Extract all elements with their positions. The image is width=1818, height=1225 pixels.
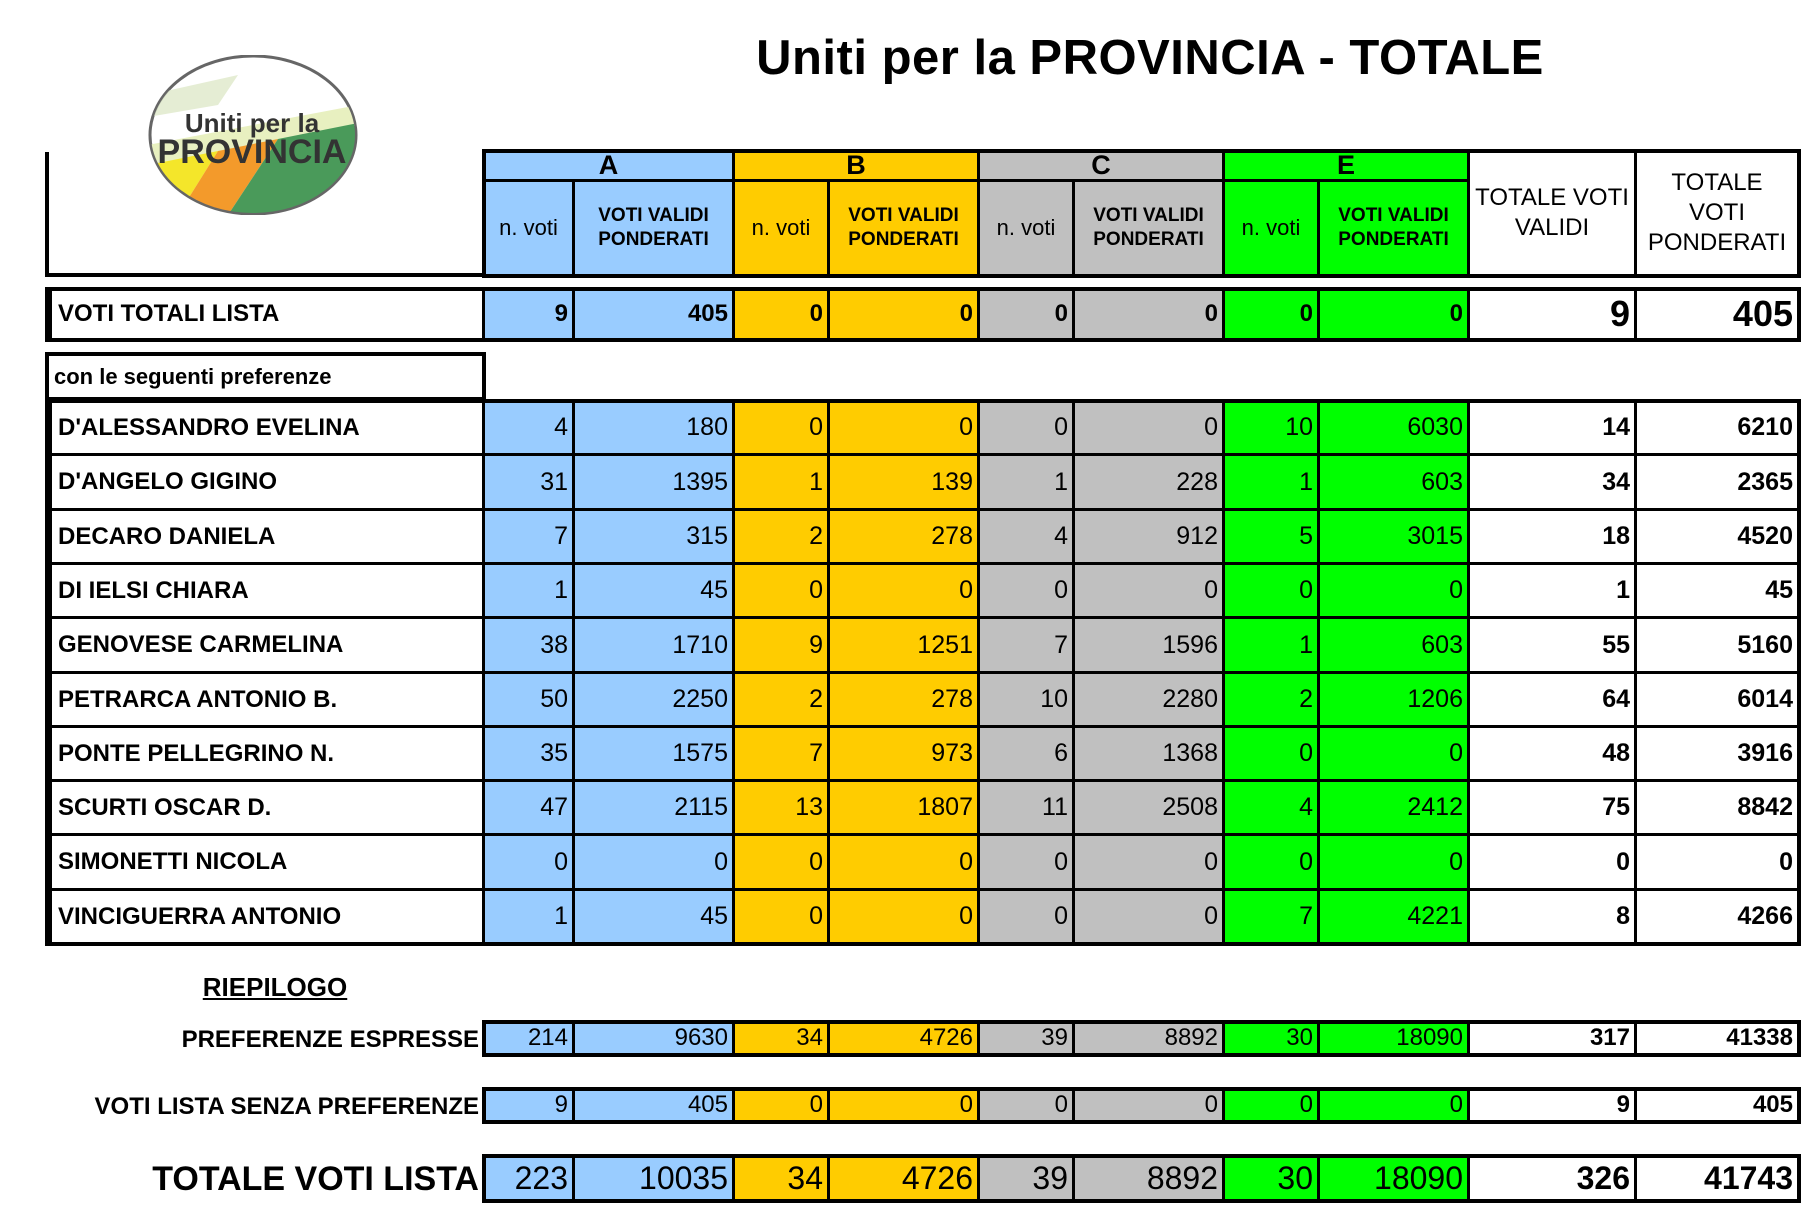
candidate-value-cell: 0	[735, 565, 830, 619]
group-header-a: A	[485, 152, 735, 182]
candidate-value-cell: 1	[1225, 619, 1320, 674]
voti-senza-preferenze-cell: 405	[1637, 1090, 1800, 1123]
preferenze-espresse-cell: 30	[1225, 1023, 1320, 1056]
value-cell: 9	[1470, 290, 1637, 341]
value-cell: 0	[1320, 290, 1470, 341]
candidate-value-cell: 0	[1225, 728, 1320, 782]
preferenze-espresse-cell: 9630	[575, 1023, 735, 1056]
preferenze-espresse-cell: 214	[485, 1023, 575, 1056]
candidate-value-cell: 45	[575, 565, 735, 619]
candidate-value-cell: 0	[1320, 565, 1470, 619]
candidate-value-cell: 1368	[1075, 728, 1225, 782]
preferenze-espresse-cell: 41338	[1637, 1023, 1800, 1056]
preferenze-espresse-cell: 18090	[1320, 1023, 1470, 1056]
group-header-b: B	[735, 152, 980, 182]
candidate-value-cell: 4266	[1637, 891, 1800, 945]
candidate-value-cell: 0	[980, 565, 1075, 619]
candidate-value-cell: 2	[1225, 674, 1320, 728]
candidate-value-cell: 603	[1320, 619, 1470, 674]
value-cell: 0	[735, 290, 830, 341]
candidate-value-cell: 0	[830, 836, 980, 891]
candidate-value-cell: 2280	[1075, 674, 1225, 728]
voti-senza-preferenze-cell: 405	[575, 1090, 735, 1123]
candidate-value-cell: 31	[485, 456, 575, 511]
candidate-value-cell: 7	[485, 511, 575, 565]
candidate-value-cell: 0	[1225, 565, 1320, 619]
candidate-value-cell: 0	[1075, 836, 1225, 891]
col-header-totale-voti-ponderati: TOTALE VOTI PONDERATI	[1637, 152, 1800, 277]
candidate-name: DECARO DANIELA	[48, 511, 485, 565]
candidate-value-cell: 0	[485, 836, 575, 891]
voti-senza-preferenze-cell: 0	[1075, 1090, 1225, 1123]
candidate-value-cell: 6210	[1637, 402, 1800, 456]
candidate-value-cell: 0	[575, 836, 735, 891]
candidate-value-cell: 1	[980, 456, 1075, 511]
candidate-value-cell: 315	[575, 511, 735, 565]
candidate-value-cell: 7	[980, 619, 1075, 674]
candidate-value-cell: 50	[485, 674, 575, 728]
candidate-value-cell: 1	[1470, 565, 1637, 619]
candidate-name: VINCIGUERRA ANTONIO	[48, 891, 485, 945]
candidate-name: D'ALESSANDRO EVELINA	[48, 402, 485, 456]
totale-voti-lista-cell: 10035	[575, 1157, 735, 1202]
col-header-n-voti: n. voti	[735, 182, 830, 277]
voti-senza-preferenze-cell: 0	[1225, 1090, 1320, 1123]
candidate-value-cell: 6	[980, 728, 1075, 782]
preferenze-espresse-cell: 4726	[830, 1023, 980, 1056]
candidate-value-cell: 0	[1225, 836, 1320, 891]
candidate-value-cell: 3916	[1637, 728, 1800, 782]
candidate-value-cell: 10	[1225, 402, 1320, 456]
candidate-value-cell: 0	[830, 891, 980, 945]
col-header-voti-validi-ponderati: VOTI VALIDI PONDERATI	[1075, 182, 1225, 277]
candidate-value-cell: 9	[735, 619, 830, 674]
candidate-value-cell: 1	[1225, 456, 1320, 511]
candidate-value-cell: 5160	[1637, 619, 1800, 674]
candidate-value-cell: 973	[830, 728, 980, 782]
row-label-voti-totali-lista: VOTI TOTALI LISTA	[48, 290, 485, 341]
candidate-value-cell: 14	[1470, 402, 1637, 456]
candidate-value-cell: 139	[830, 456, 980, 511]
preferenze-espresse-cell: 39	[980, 1023, 1075, 1056]
candidate-name: D'ANGELO GIGINO	[48, 456, 485, 511]
totale-voti-lista-cell: 41743	[1637, 1157, 1800, 1202]
riepilogo-heading: RIEPILOGO	[202, 972, 348, 1002]
value-cell: 0	[1225, 290, 1320, 341]
candidate-value-cell: 45	[1637, 565, 1800, 619]
candidate-value-cell: 6030	[1320, 402, 1470, 456]
col-header-voti-validi-ponderati: VOTI VALIDI PONDERATI	[575, 182, 735, 277]
candidate-name: SIMONETTI NICOLA	[48, 836, 485, 891]
candidate-value-cell: 75	[1470, 782, 1637, 836]
candidate-value-cell: 1251	[830, 619, 980, 674]
candidate-value-cell: 0	[830, 402, 980, 456]
candidate-name: PONTE PELLEGRINO N.	[48, 728, 485, 782]
candidate-value-cell: 1575	[575, 728, 735, 782]
candidate-value-cell: 7	[735, 728, 830, 782]
candidate-value-cell: 2	[735, 511, 830, 565]
voti-senza-preferenze-cell: 9	[1470, 1090, 1637, 1123]
candidate-value-cell: 912	[1075, 511, 1225, 565]
candidate-value-cell: 2250	[575, 674, 735, 728]
voti-senza-preferenze-cell: 0	[735, 1090, 830, 1123]
candidate-value-cell: 13	[735, 782, 830, 836]
candidate-value-cell: 1395	[575, 456, 735, 511]
preferenze-espresse-cell: 317	[1470, 1023, 1637, 1056]
preferenze-espresse-cell: 34	[735, 1023, 830, 1056]
preferenze-label: con le seguenti preferenze	[48, 355, 485, 401]
totale-voti-lista-label: TOTALE VOTI LISTA	[152, 1160, 479, 1198]
candidate-value-cell: 2365	[1637, 456, 1800, 511]
col-header-totale-voti-validi: TOTALE VOTI VALIDI	[1470, 152, 1637, 277]
candidate-value-cell: 47	[485, 782, 575, 836]
candidate-name: PETRARCA ANTONIO B.	[48, 674, 485, 728]
totale-voti-lista-cell: 34	[735, 1157, 830, 1202]
group-header-c: C	[980, 152, 1225, 182]
candidate-value-cell: 180	[575, 402, 735, 456]
candidate-value-cell: 5	[1225, 511, 1320, 565]
candidate-value-cell: 2115	[575, 782, 735, 836]
candidate-value-cell: 0	[1075, 402, 1225, 456]
totale-voti-lista-cell: 30	[1225, 1157, 1320, 1202]
col-header-n-voti: n. voti	[1225, 182, 1320, 277]
candidate-value-cell: 0	[1075, 891, 1225, 945]
candidate-value-cell: 18	[1470, 511, 1637, 565]
candidate-value-cell: 4	[485, 402, 575, 456]
candidate-value-cell: 45	[575, 891, 735, 945]
col-header-voti-validi-ponderati: VOTI VALIDI PONDERATI	[1320, 182, 1470, 277]
svg-text:PROVINCIA: PROVINCIA	[157, 133, 347, 171]
value-cell: 405	[1637, 290, 1800, 341]
value-cell: 0	[1075, 290, 1225, 341]
svg-text:Uniti per la: Uniti per la	[184, 108, 320, 138]
candidate-value-cell: 64	[1470, 674, 1637, 728]
candidate-value-cell: 0	[735, 836, 830, 891]
candidate-value-cell: 2412	[1320, 782, 1470, 836]
candidate-value-cell: 7	[1225, 891, 1320, 945]
candidate-value-cell: 1	[735, 456, 830, 511]
col-header-n-voti: n. voti	[485, 182, 575, 277]
candidate-value-cell: 603	[1320, 456, 1470, 511]
value-cell: 405	[575, 290, 735, 341]
candidate-value-cell: 0	[1320, 728, 1470, 782]
totale-voti-lista-cell: 39	[980, 1157, 1075, 1202]
candidate-value-cell: 0	[735, 891, 830, 945]
candidate-value-cell: 1	[485, 565, 575, 619]
voti-senza-preferenze-label: VOTI LISTA SENZA PREFERENZE	[94, 1092, 479, 1120]
candidate-value-cell: 1596	[1075, 619, 1225, 674]
value-cell: 0	[980, 290, 1075, 341]
candidate-value-cell: 4	[980, 511, 1075, 565]
candidate-value-cell: 48	[1470, 728, 1637, 782]
col-header-n-voti: n. voti	[980, 182, 1075, 277]
candidate-value-cell: 1807	[830, 782, 980, 836]
candidate-value-cell: 0	[980, 891, 1075, 945]
candidate-value-cell: 2	[735, 674, 830, 728]
candidate-value-cell: 4	[1225, 782, 1320, 836]
candidate-value-cell: 1710	[575, 619, 735, 674]
candidate-value-cell: 8	[1470, 891, 1637, 945]
totale-voti-lista-cell: 223	[485, 1157, 575, 1202]
candidate-value-cell: 0	[1637, 836, 1800, 891]
candidate-name: DI IELSI CHIARA	[48, 565, 485, 619]
voti-senza-preferenze-cell: 0	[1320, 1090, 1470, 1123]
candidate-value-cell: 11	[980, 782, 1075, 836]
page-title: Uniti per la PROVINCIA - TOTALE	[756, 31, 1544, 85]
candidate-value-cell: 35	[485, 728, 575, 782]
candidate-value-cell: 0	[1320, 836, 1470, 891]
value-cell: 9	[485, 290, 575, 341]
voti-senza-preferenze-cell: 0	[830, 1090, 980, 1123]
candidate-value-cell: 0	[735, 402, 830, 456]
candidate-value-cell: 1	[485, 891, 575, 945]
header-left-box	[45, 152, 485, 277]
voti-senza-preferenze-cell: 9	[485, 1090, 575, 1123]
candidate-value-cell: 0	[980, 402, 1075, 456]
voti-senza-preferenze-cell: 0	[980, 1090, 1075, 1123]
candidate-value-cell: 228	[1075, 456, 1225, 511]
candidate-name: SCURTI OSCAR D.	[48, 782, 485, 836]
group-header-e: E	[1225, 152, 1470, 182]
value-cell: 0	[830, 290, 980, 341]
candidate-value-cell: 0	[830, 565, 980, 619]
totale-voti-lista-cell: 4726	[830, 1157, 980, 1202]
candidate-value-cell: 2508	[1075, 782, 1225, 836]
candidate-value-cell: 0	[1470, 836, 1637, 891]
totale-voti-lista-cell: 326	[1470, 1157, 1637, 1202]
candidate-name: GENOVESE CARMELINA	[48, 619, 485, 674]
candidate-value-cell: 6014	[1637, 674, 1800, 728]
candidate-value-cell: 38	[485, 619, 575, 674]
candidate-value-cell: 4221	[1320, 891, 1470, 945]
totale-voti-lista-cell: 8892	[1075, 1157, 1225, 1202]
preferenze-espresse-label: PREFERENZE ESPRESSE	[181, 1025, 479, 1053]
candidate-value-cell: 1206	[1320, 674, 1470, 728]
candidate-value-cell: 34	[1470, 456, 1637, 511]
candidate-value-cell: 0	[1075, 565, 1225, 619]
candidate-value-cell: 278	[830, 511, 980, 565]
candidate-value-cell: 0	[980, 836, 1075, 891]
candidate-value-cell: 8842	[1637, 782, 1800, 836]
candidate-value-cell: 3015	[1320, 511, 1470, 565]
preferenze-espresse-cell: 8892	[1075, 1023, 1225, 1056]
totale-voti-lista-cell: 18090	[1320, 1157, 1470, 1202]
candidate-value-cell: 55	[1470, 619, 1637, 674]
candidate-value-cell: 10	[980, 674, 1075, 728]
candidate-value-cell: 4520	[1637, 511, 1800, 565]
col-header-voti-validi-ponderati: VOTI VALIDI PONDERATI	[830, 182, 980, 277]
candidate-value-cell: 278	[830, 674, 980, 728]
